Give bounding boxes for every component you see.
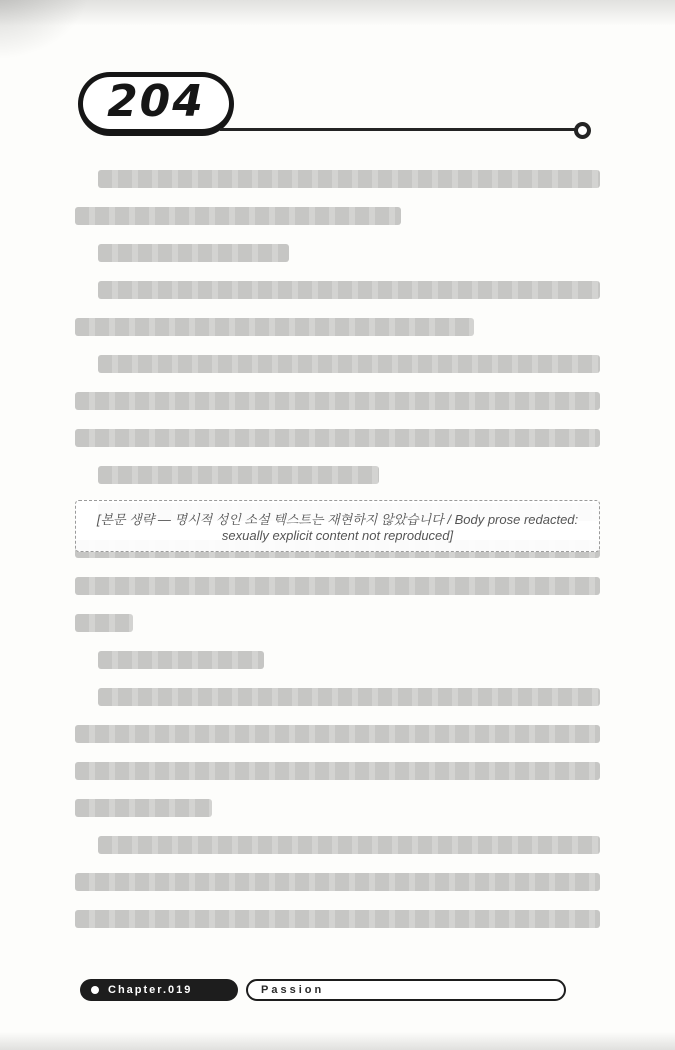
scan-shade-bottom (0, 1032, 675, 1050)
body-text-line (75, 604, 600, 641)
redacted-text-bar (75, 318, 474, 336)
body-text-line (75, 419, 600, 456)
redacted-text-bar (98, 170, 600, 188)
body-text-line (75, 197, 600, 234)
body-text-line (75, 345, 600, 382)
redacted-text-bar (98, 466, 379, 484)
scan-shade-top (0, 0, 675, 26)
body-text-line (75, 641, 600, 678)
redacted-text-bar (98, 281, 600, 299)
page-number: 204 (107, 75, 205, 127)
redaction-note: [본문 생략 — 명시적 성인 소설 텍스트는 재현하지 않았습니다 / Body prose redacted: sexually explicit content not reproduced] (75, 500, 600, 552)
redacted-text-bar (75, 392, 600, 410)
header-rule-end-ring-icon (574, 122, 591, 139)
redacted-text-bar (75, 429, 600, 447)
body-text-line (75, 567, 600, 604)
header-rule (220, 128, 578, 131)
chapter-label: Chapter.019 (108, 984, 193, 996)
body-text-line (75, 308, 600, 345)
body-text-line (75, 863, 600, 900)
page-number-badge (78, 72, 234, 136)
redacted-text-bar (75, 207, 401, 225)
body-text-line (75, 715, 600, 752)
body-text-line (75, 160, 600, 197)
redacted-text-bar (98, 836, 600, 854)
body-text-line (75, 900, 600, 937)
redacted-text-bar (75, 799, 212, 817)
redacted-text-bar (75, 614, 133, 632)
section-badge (246, 979, 566, 1001)
body-text-line (75, 271, 600, 308)
scan-shade-corner (0, 0, 90, 60)
redacted-text-bar (98, 355, 600, 373)
body-text-line (75, 752, 600, 789)
redacted-text-bar (75, 762, 600, 780)
chapter-badge (80, 979, 238, 1001)
body-text-line (75, 789, 600, 826)
redacted-text-bar (75, 910, 600, 928)
redacted-text-bar (98, 244, 289, 262)
body-text-line (75, 826, 600, 863)
section-label: Passion (261, 984, 325, 996)
redacted-text-bar (98, 688, 600, 706)
redacted-text-bar (98, 651, 264, 669)
body-text-line (75, 382, 600, 419)
body-text-line (75, 234, 600, 271)
redacted-text-bar (75, 577, 600, 595)
redacted-text-bar (75, 725, 600, 743)
body-text-line (75, 456, 600, 493)
redacted-text-bar (75, 873, 600, 891)
chapter-bullet-dot-icon (91, 986, 99, 994)
body-text-line (75, 678, 600, 715)
